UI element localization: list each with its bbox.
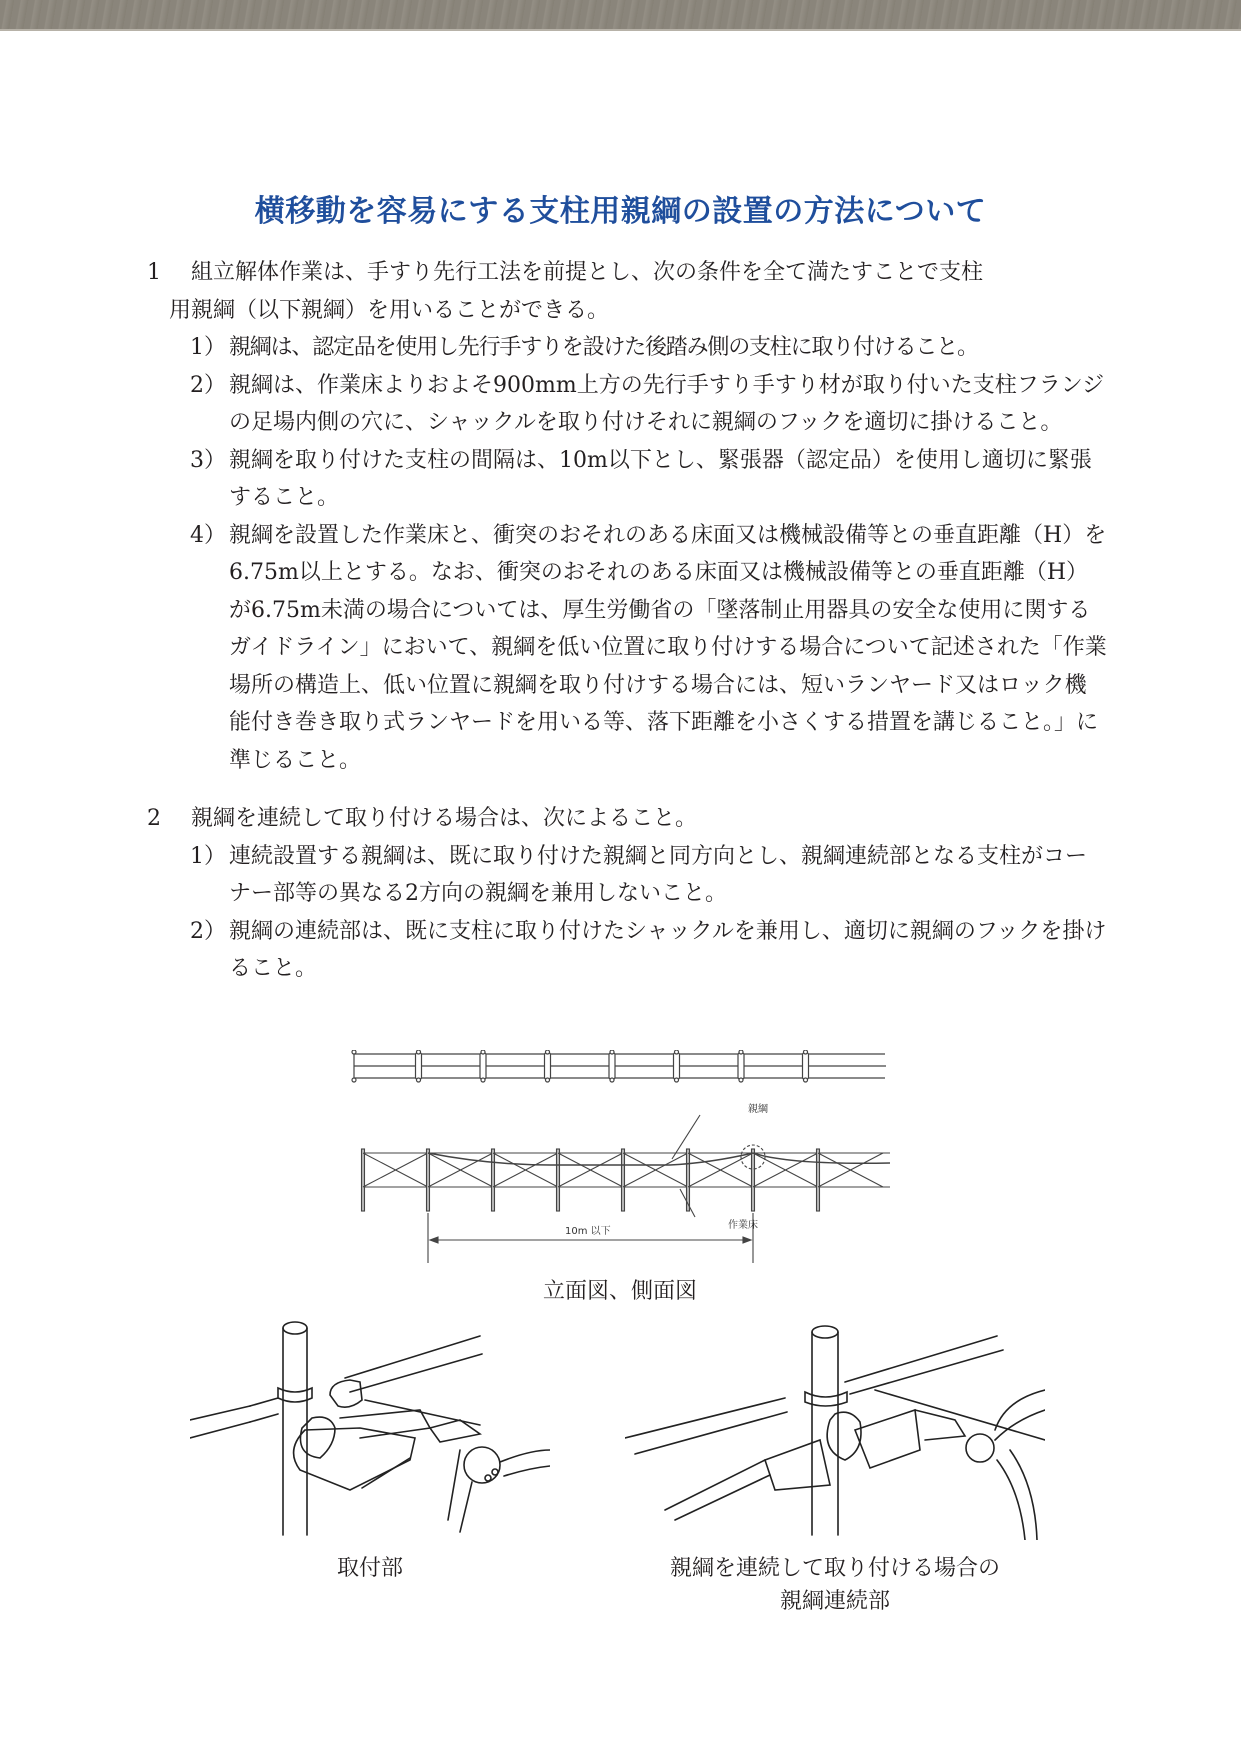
- plan-node: [546, 1078, 550, 1082]
- list-item: [147, 367, 1107, 442]
- plan-node: [675, 1078, 679, 1082]
- plan-post: [545, 1052, 551, 1080]
- item-number: 2）: [190, 918, 226, 944]
- section-text: 親綱を連続して取り付ける場合は、次によること。: [191, 806, 698, 831]
- item-number: 1）: [190, 843, 226, 869]
- section-number: 2: [147, 806, 161, 831]
- post: [427, 1149, 430, 1211]
- plan-node: [352, 1050, 356, 1054]
- label-floor: 作業床: [728, 1220, 758, 1231]
- plan-node: [417, 1078, 421, 1082]
- item-text: 親綱は、作業床よりおよそ900mm上方の先行手すり手すり材が取り付いた支柱フランジの足場内側の穴に、シャックルを取り付けそれに親綱のフックを適切に掛けること。: [229, 372, 1105, 435]
- arrow-head: [430, 1237, 438, 1243]
- caption-elevation: 立面図、側面図: [542, 1279, 697, 1304]
- plan-node: [804, 1078, 808, 1082]
- item-text: 親綱は、認定品を使用し先行手すりを設けた後踏み側の支柱に取り付けること。: [229, 335, 978, 360]
- item-number: 1）: [190, 335, 226, 360]
- plan-node: [675, 1050, 679, 1054]
- section-text: 組立解体作業は、手すり先行工法を前提とし、次の条件を全て満たすことで支柱: [191, 260, 984, 285]
- plan-post: [480, 1052, 486, 1080]
- elevation-figure: [350, 1095, 895, 1275]
- caption-continuous-2: 親綱連続部: [779, 1589, 890, 1614]
- post: [557, 1149, 560, 1211]
- header-band: [0, 0, 1241, 31]
- plan-post: [738, 1052, 744, 1080]
- item-text: 親綱を設置した作業床と、衝突のおそれのある床面又は機械設備等との垂直距離（H）を6.75m以上とする。なお、衝突のおそれのある床面又は機械設備等との垂直距離（H）が6.75m未満の場合については、厚生労働省の「墜落制止用器具の安全な使用に関するガイドライン」において、親綱を低い位置に取り付けする場合について記述された「作業場所の構造上、低い位置に親綱を取り付けする場合には、短いランヤード又はロック機能付き巻き取り式ランヤードを用いる等、落下距離を小さくする措置を講じること。」に準じること。: [229, 522, 1107, 773]
- section-number: 1: [147, 260, 161, 285]
- plan-node: [481, 1078, 485, 1082]
- label-lifeline: 親綱: [748, 1104, 768, 1115]
- item-text: 連続設置する親綱は、既に取り付けた親綱と同方向とし、親綱連続部となる支柱がコーナー部等の異なる2方向の親綱を兼用しないこと。: [229, 843, 1088, 906]
- plan-node: [417, 1050, 421, 1054]
- arrow-head: [743, 1237, 751, 1243]
- plan-node: [352, 1078, 356, 1082]
- list-item: [147, 329, 1107, 367]
- plan-post: [609, 1052, 615, 1080]
- plan-node: [481, 1050, 485, 1054]
- plan-node: [739, 1050, 743, 1054]
- plan-post: [674, 1052, 680, 1080]
- item-number: 2）: [190, 372, 226, 398]
- item-number: 3）: [190, 447, 226, 473]
- attachment-detail-figure: [190, 1310, 550, 1540]
- page-title: 横移動を容易にする支柱用親綱の設置の方法について: [254, 194, 987, 229]
- document-body: [147, 254, 1107, 988]
- list-item: [147, 913, 1107, 988]
- section-text-cont: 用親綱（以下親綱）を用いることができる。: [169, 297, 610, 323]
- plan-node: [546, 1050, 550, 1054]
- list-item: [147, 517, 1107, 780]
- post: [817, 1149, 820, 1211]
- label-span: 10m 以下: [565, 1226, 611, 1237]
- section-1: [147, 254, 1107, 329]
- item-text: 親綱を取り付けた支柱の間隔は、10m以下とし、緊張器（認定品）を使用し適切に緊張すること。: [229, 447, 1092, 510]
- list-item: [147, 838, 1107, 913]
- plan-node: [804, 1050, 808, 1054]
- caption-continuous-1: 親綱を連続して取り付ける場合の: [669, 1556, 1000, 1581]
- plan-node: [610, 1078, 614, 1082]
- item-text: 親綱の連続部は、既に支柱に取り付けたシャックルを兼用し、適切に親綱のフックを掛けること。: [229, 918, 1107, 981]
- plan-post: [416, 1052, 422, 1080]
- section-2: [147, 800, 1107, 838]
- continuous-detail-figure: [625, 1310, 1045, 1540]
- list-item: [147, 442, 1107, 517]
- post: [362, 1149, 365, 1211]
- plan-post: [803, 1052, 809, 1080]
- post: [622, 1149, 625, 1211]
- plan-node: [739, 1078, 743, 1082]
- plan-node: [610, 1050, 614, 1054]
- caption-attachment: 取付部: [336, 1556, 403, 1581]
- lifeline-curve: [428, 1153, 753, 1165]
- item-number: 4）: [190, 522, 226, 548]
- post: [492, 1149, 495, 1211]
- post: [752, 1149, 755, 1211]
- plan-view-figure: [350, 1050, 890, 1085]
